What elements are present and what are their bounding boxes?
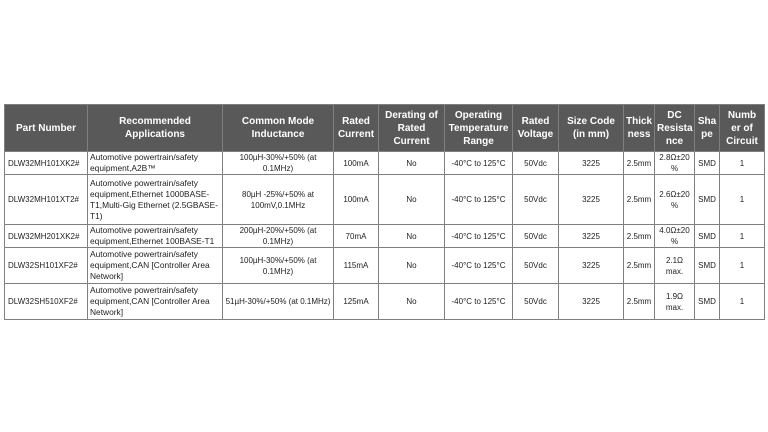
cell-derating: No — [379, 152, 445, 175]
cell-part-number: DLW32SH510XF2# — [5, 284, 88, 320]
cell-dc-resistance: 2.6Ω±20 % — [655, 175, 695, 225]
cell-temperature: -40°C to 125°C — [445, 152, 513, 175]
cell-rated-current: 70mA — [334, 225, 379, 248]
cell-dc-resistance: 1.9Ω max. — [655, 284, 695, 320]
header-recommended-applications: Recommended Applications — [88, 105, 223, 152]
cell-shape: SMD — [695, 248, 720, 284]
header-rated-voltage: Rated Voltage — [513, 105, 559, 152]
cell-inductance: 51µH-30%/+50% (at 0.1MHz) — [223, 284, 334, 320]
table-row — [5, 152, 765, 175]
header-number-of-circuit: Numb er of Circuit — [720, 105, 765, 152]
cell-derating: No — [379, 284, 445, 320]
header-row — [5, 105, 765, 152]
cell-voltage: 50Vdc — [513, 175, 559, 225]
cell-size-code: 3225 — [559, 175, 624, 225]
cell-temperature: -40°C to 125°C — [445, 248, 513, 284]
header-common-mode-inductance: Common Mode Inductance — [223, 105, 334, 152]
cell-dc-resistance: 2.8Ω±20 % — [655, 152, 695, 175]
cell-shape: SMD — [695, 225, 720, 248]
cell-size-code: 3225 — [559, 225, 624, 248]
cell-temperature: -40°C to 125°C — [445, 175, 513, 225]
table-row — [5, 248, 765, 284]
cell-dc-resistance: 4.0Ω±20 % — [655, 225, 695, 248]
cell-thickness: 2.5mm — [624, 248, 655, 284]
cell-derating: No — [379, 248, 445, 284]
table-row — [5, 175, 765, 225]
cell-shape: SMD — [695, 175, 720, 225]
cell-voltage: 50Vdc — [513, 225, 559, 248]
cell-inductance: 100µH-30%/+50% (at 0.1MHz) — [223, 248, 334, 284]
cell-inductance: 100µH-30%/+50% (at 0.1MHz) — [223, 152, 334, 175]
cell-circuits: 1 — [720, 248, 765, 284]
cell-temperature: -40°C to 125°C — [445, 225, 513, 248]
inductor-spec-table — [4, 104, 765, 320]
header-shape: Sha pe — [695, 105, 720, 152]
cell-part-number: DLW32MH101XT2# — [5, 175, 88, 225]
cell-voltage: 50Vdc — [513, 248, 559, 284]
cell-temperature: -40°C to 125°C — [445, 284, 513, 320]
cell-rated-current: 125mA — [334, 284, 379, 320]
cell-part-number: DLW32SH101XF2# — [5, 248, 88, 284]
cell-thickness: 2.5mm — [624, 284, 655, 320]
cell-applications: Automotive powertrain/safety equipment,Ethernet 1000BASE-T1,Multi-Gig Ethernet (2.5GBASE-T1) — [88, 175, 223, 225]
header-operating-temperature: Operating Temperature Range — [445, 105, 513, 152]
cell-size-code: 3225 — [559, 284, 624, 320]
header-thickness: Thick ness — [624, 105, 655, 152]
cell-dc-resistance: 2.1Ω max. — [655, 248, 695, 284]
cell-applications: Automotive powertrain/safety equipment,CAN [Controller Area Network] — [88, 248, 223, 284]
table-row — [5, 225, 765, 248]
cell-rated-current: 115mA — [334, 248, 379, 284]
table-row — [5, 284, 765, 320]
cell-part-number: DLW32MH201XK2# — [5, 225, 88, 248]
cell-shape: SMD — [695, 284, 720, 320]
cell-thickness: 2.5mm — [624, 175, 655, 225]
cell-size-code: 3225 — [559, 248, 624, 284]
cell-shape: SMD — [695, 152, 720, 175]
cell-applications: Automotive powertrain/safety equipment,Ethernet 100BASE-T1 — [88, 225, 223, 248]
cell-circuits: 1 — [720, 175, 765, 225]
cell-rated-current: 100mA — [334, 175, 379, 225]
header-dc-resistance: DC Resista nce — [655, 105, 695, 152]
header-rated-current: Rated Current — [334, 105, 379, 152]
cell-applications: Automotive powertrain/safety equipment,A2B™ — [88, 152, 223, 175]
cell-circuits: 1 — [720, 225, 765, 248]
cell-rated-current: 100mA — [334, 152, 379, 175]
cell-part-number: DLW32MH101XK2# — [5, 152, 88, 175]
cell-circuits: 1 — [720, 284, 765, 320]
header-derating: Derating of Rated Current — [379, 105, 445, 152]
cell-applications: Automotive powertrain/safety equipment,CAN [Controller Area Network] — [88, 284, 223, 320]
cell-circuits: 1 — [720, 152, 765, 175]
cell-derating: No — [379, 175, 445, 225]
cell-size-code: 3225 — [559, 152, 624, 175]
cell-thickness: 2.5mm — [624, 152, 655, 175]
cell-thickness: 2.5mm — [624, 225, 655, 248]
cell-inductance: 200µH-20%/+50% (at 0.1MHz) — [223, 225, 334, 248]
cell-voltage: 50Vdc — [513, 152, 559, 175]
cell-derating: No — [379, 225, 445, 248]
cell-inductance: 80µH -25%/+50% at 100mV,0.1MHz — [223, 175, 334, 225]
cell-voltage: 50Vdc — [513, 284, 559, 320]
header-size-code: Size Code (in mm) — [559, 105, 624, 152]
header-part-number: Part Number — [5, 105, 88, 152]
